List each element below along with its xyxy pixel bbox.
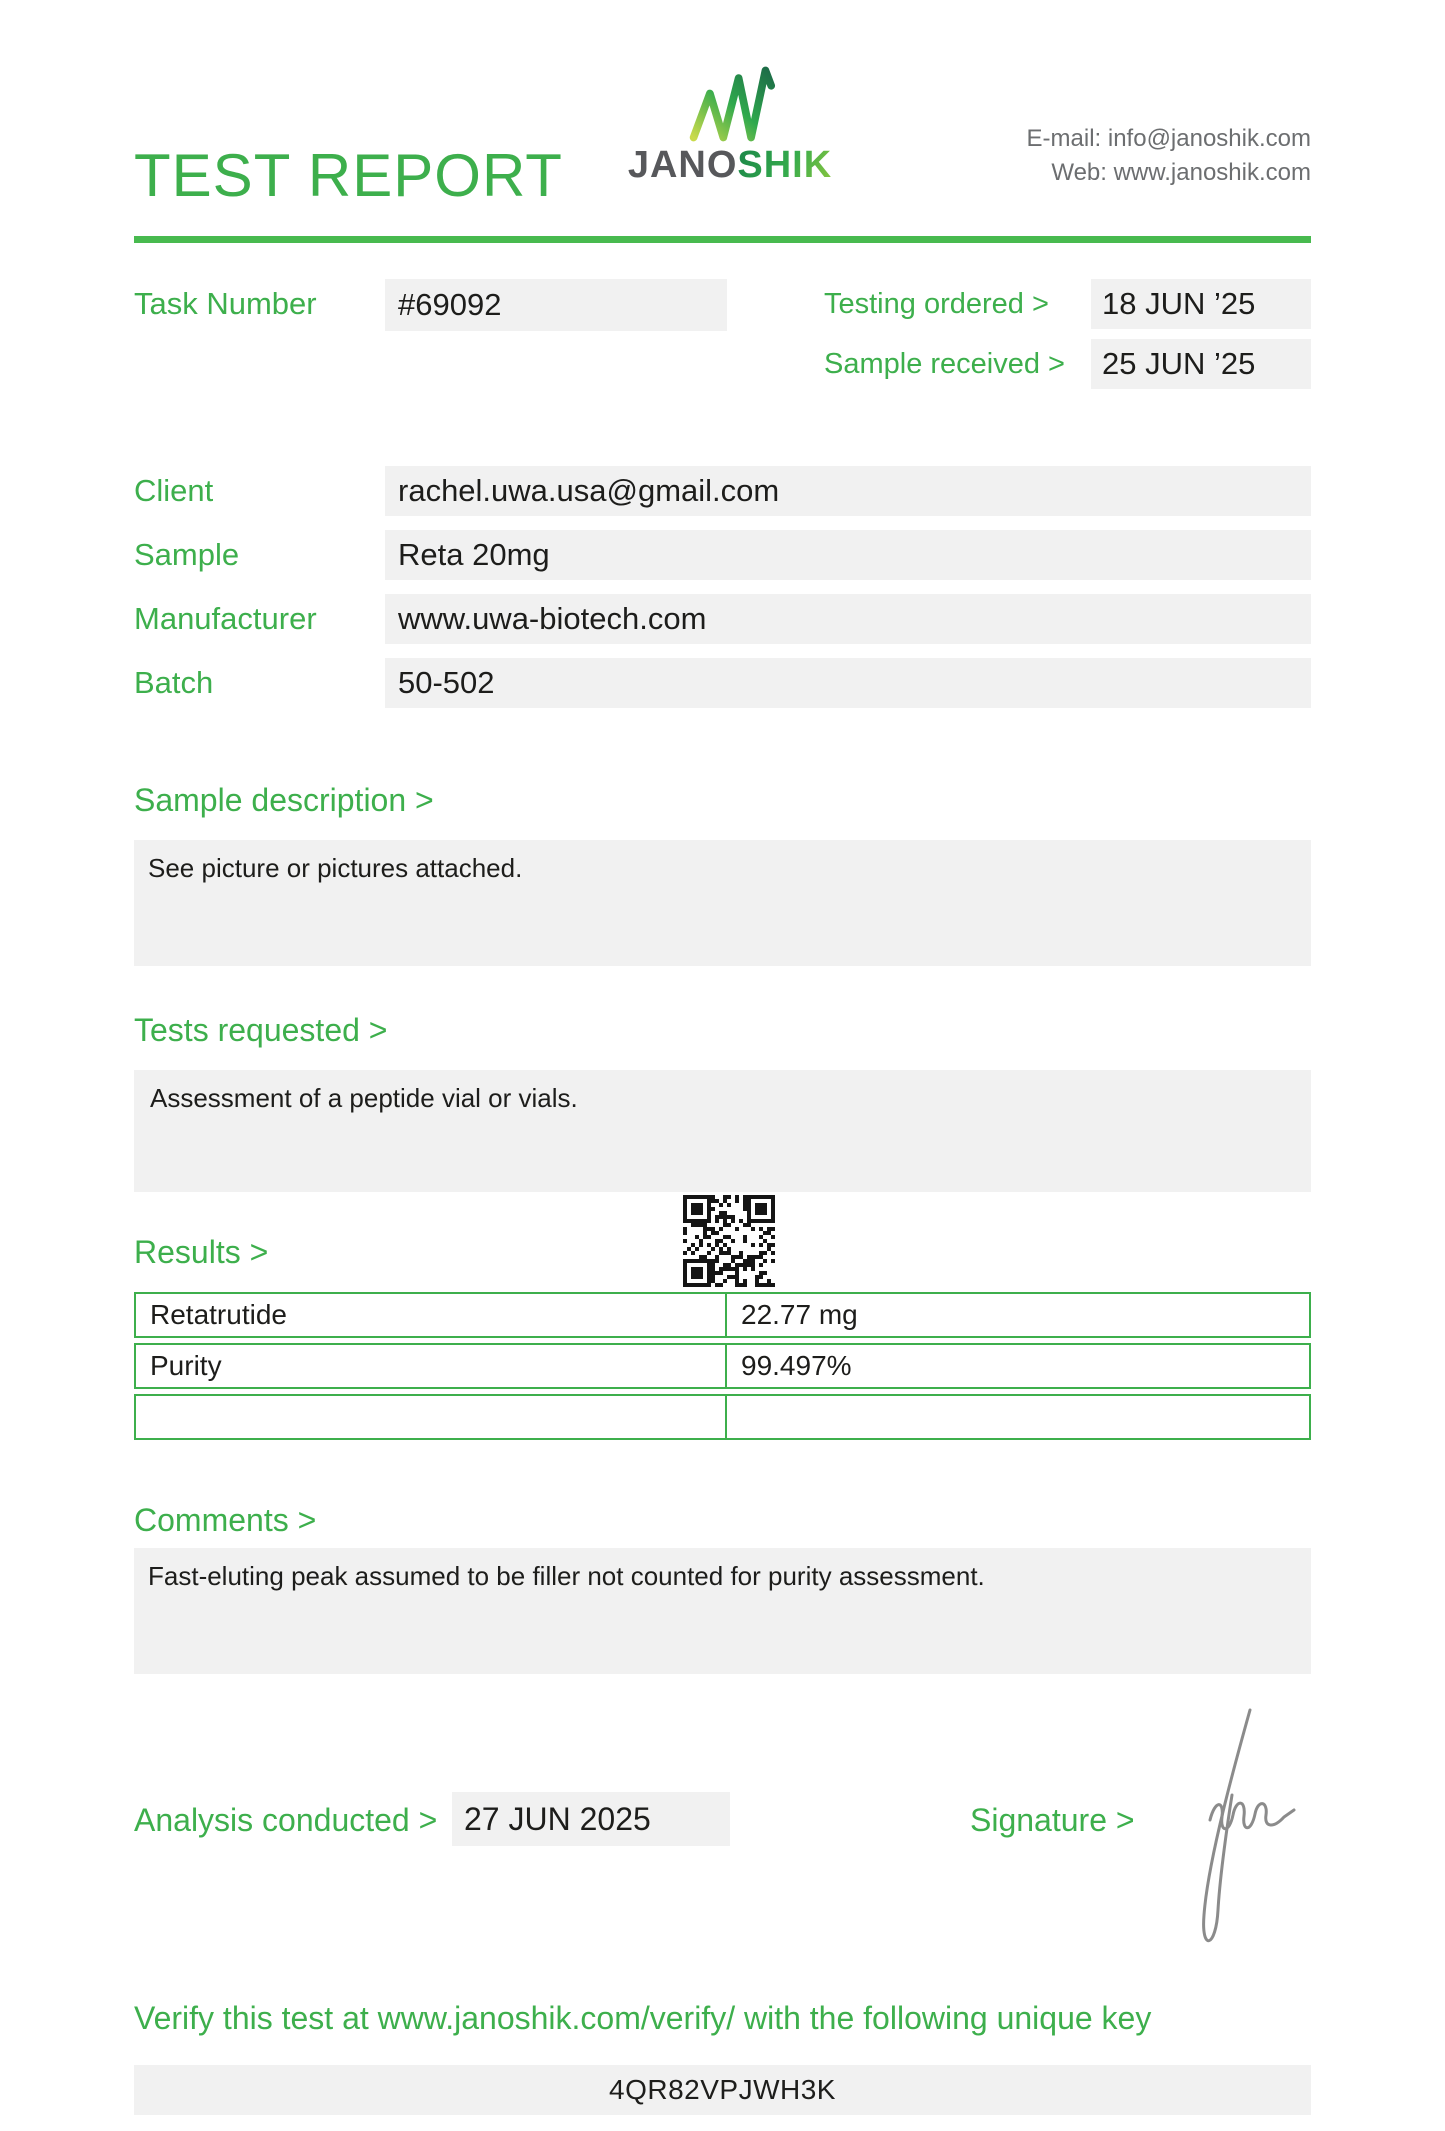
header-divider bbox=[134, 236, 1311, 243]
contact-web: Web: www.janoshik.com bbox=[1051, 159, 1311, 186]
client-label: Client bbox=[134, 473, 214, 508]
contact-email: E-mail: info@janoshik.com bbox=[1026, 125, 1311, 152]
manufacturer-label: Manufacturer bbox=[134, 601, 317, 636]
result-value-cell: 99.497% bbox=[725, 1343, 1311, 1389]
result-value-cell: 22.77 mg bbox=[725, 1292, 1311, 1338]
client-row bbox=[134, 466, 1311, 516]
result-value-cell bbox=[725, 1394, 1311, 1440]
task-number-value: #69092 bbox=[385, 279, 727, 331]
qr-code-icon bbox=[683, 1195, 775, 1287]
signature-handwriting bbox=[1150, 1700, 1310, 1965]
manufacturer-value: www.uwa-biotech.com bbox=[385, 594, 1311, 644]
sample-description-box: See picture or pictures attached. bbox=[134, 840, 1311, 966]
batch-value: 50-502 bbox=[385, 658, 1311, 708]
result-analyte-cell bbox=[134, 1394, 727, 1440]
comments-heading: Comments > bbox=[134, 1502, 317, 1538]
testing-ordered-label: Testing ordered > bbox=[824, 288, 1049, 320]
tests-requested-box: Assessment of a peptide vial or vials. bbox=[134, 1070, 1311, 1192]
sample-value: Reta 20mg bbox=[385, 530, 1311, 580]
result-analyte-cell: Purity bbox=[134, 1343, 727, 1389]
signature-label: Signature > bbox=[970, 1802, 1135, 1838]
analysis-conducted-value: 27 JUN 2025 bbox=[452, 1792, 730, 1846]
results-table bbox=[134, 1292, 1311, 1440]
testing-ordered-value: 18 JUN ’25 bbox=[1091, 279, 1311, 329]
results-heading: Results > bbox=[134, 1234, 269, 1270]
sample-received-value: 25 JUN ’25 bbox=[1091, 339, 1311, 389]
comments-box: Fast-eluting peak assumed to be filler not counted for purity assessment. bbox=[134, 1548, 1311, 1674]
table-row bbox=[134, 1292, 1311, 1338]
sample-label: Sample bbox=[134, 537, 240, 572]
table-row bbox=[134, 1394, 1311, 1440]
logo-wordmark bbox=[615, 145, 845, 187]
task-number-label: Task Number bbox=[134, 286, 317, 321]
analysis-conducted-label: Analysis conducted > bbox=[134, 1802, 438, 1838]
verify-key: 4QR82VPJWH3K bbox=[134, 2065, 1311, 2115]
janoshik-logo bbox=[615, 62, 845, 187]
tests-requested-heading: Tests requested > bbox=[134, 1012, 388, 1048]
logo-chart-icon bbox=[615, 62, 845, 144]
sample-description-heading: Sample description > bbox=[134, 782, 434, 818]
sample-received-label: Sample received > bbox=[824, 348, 1065, 380]
page-title: TEST REPORT bbox=[134, 142, 563, 209]
logo-shik-text: SHIK bbox=[737, 144, 833, 186]
result-analyte-cell: Retatrutide bbox=[134, 1292, 727, 1338]
client-value: rachel.uwa.usa@gmail.com bbox=[385, 466, 1311, 516]
batch-row bbox=[134, 658, 1311, 708]
contact-info bbox=[1027, 122, 1311, 190]
table-row bbox=[134, 1343, 1311, 1389]
verify-instruction: Verify this test at www.janoshik.com/verify/ with the following unique key bbox=[134, 2000, 1152, 2036]
sample-row bbox=[134, 530, 1311, 580]
batch-label: Batch bbox=[134, 665, 214, 700]
manufacturer-row bbox=[134, 594, 1311, 644]
logo-jano-text: JANO bbox=[627, 144, 738, 186]
